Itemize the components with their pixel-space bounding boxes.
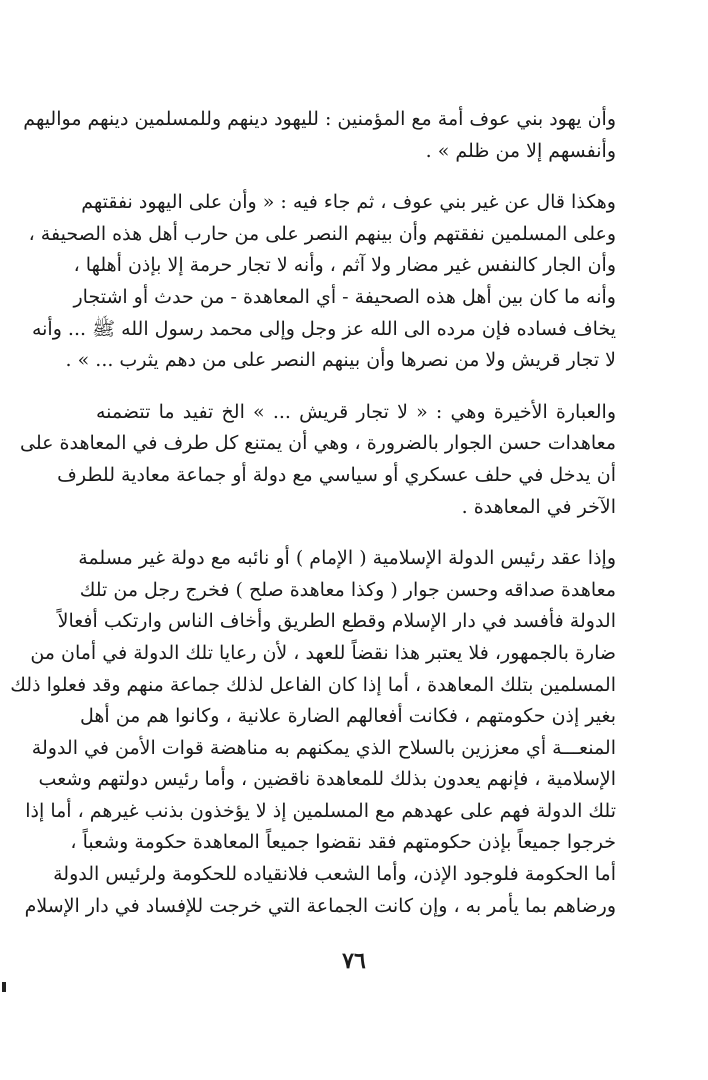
paragraph-4 xyxy=(10,543,616,922)
text-line: تلك الدولة فهم على عهدهم مع المسلمين إذ لا يؤخذون بذنب غيرهم ، أما إذا xyxy=(25,799,616,822)
paragraph-1 xyxy=(23,104,616,167)
text-line: وأن يهود بني عوف أمة مع المؤمنين : لليهود دينهم وللمسلمين دينهم مواليهم xyxy=(23,108,616,130)
paragraph-3 xyxy=(20,397,616,523)
text-line: معاهدة صداقه وحسن جوار ( وكذا معاهدة صلح ) فخرج رجل من تلك xyxy=(79,578,616,601)
page-body xyxy=(10,104,616,942)
text-line: وأنفسهم إلا من ظلم » . xyxy=(425,139,616,162)
text-line: معاهدات حسن الجوار بالضرورة ، وهي أن يمتنع كل طرف في المعاهدة على xyxy=(20,432,616,455)
paragraph-2 xyxy=(28,187,616,377)
text-line: الدولة فأفسد في دار الإسلام وقطع الطريق وأخاف الناس وارتكب أفعالاً xyxy=(57,610,616,633)
text-line: وأن الجار كالنفس غير مضار ولا آثم ، وأنه لا تجار حرمة إلا بإذن أهلها ، xyxy=(73,254,616,277)
text-line: أما الحكومة فلوجود الإذن، وأما الشعب فلانقياده للحكومة ولرئيس الدولة xyxy=(53,863,616,886)
text-line: أن يدخل في حلف عسكري أو سياسي مع دولة أو جماعة معادية للطرف xyxy=(57,463,616,486)
text-line: وعلى المسلمين نفقتهم وأن بينهم النصر على من حارب أهل هذه الصحيفة ، xyxy=(28,222,616,245)
text-line: الآخر في المعاهدة . xyxy=(461,495,616,518)
text-line: الإسلامية ، فإنهم يعدون بذلك للمعاهدة ناقضين ، وأما رئيس دولتهم وشعب xyxy=(38,768,616,791)
text-line: ورضاهم بما يأمر به ، وإن كانت الجماعة التي خرجت للإفساد في دار الإسلام xyxy=(24,894,616,917)
text-line: وإذا عقد رئيس الدولة الإسلامية ( الإمام ) أو نائبه مع دولة غير مسلمة xyxy=(78,547,616,570)
text-line: المسلمين بتلك المعاهدة ، أما إذا كان الفاعل لذلك جماعة منهم وقد فعلوا ذلك xyxy=(10,673,616,696)
text-line: وأنه ما كان بين أهل هذه الصحيفة - أي المعاهدة - من حدث أو اشتجار xyxy=(73,285,616,308)
text-line: المنعـــة أي معززين بالسلاح الذي يمكنهم به مناهضة قوات الأمن في الدولة xyxy=(31,736,616,759)
text-line: خرجوا جميعاً بإذن حكومتهم فقد نقضوا جميعاً المعاهدة حكومة وشعباً ، xyxy=(70,831,616,854)
text-line: ضارة بالجمهور، فلا يعتبر هذا نقضاً للعهد ، لأن رعايا تلك الدولة في أمان من xyxy=(30,641,616,664)
text-line: لا تجار قريش ولا من نصرها وأن بينهم النصر على من دهم يثرب ... » . xyxy=(65,349,616,372)
text-line: يخاف فساده فإن مرده الى الله عز وجل وإلى محمد رسول الله ﷺ ... وأنه xyxy=(31,317,616,340)
text-line: والعبارة الأخيرة وهي : « لا تجار قريش ... » الخ تفيد ما تتضمنه xyxy=(96,400,616,423)
text-line: وهكذا قال عن غير بني عوف ، ثم جاء فيه : « وأن على اليهود نفقتهم xyxy=(81,191,616,214)
text-line: بغير إذن حكومتهم ، فكانت أفعالهم الضارة علانية ، وكانوا هم من أهل xyxy=(79,705,616,728)
scan-edge-mark xyxy=(2,982,6,992)
page-number: ٧٦ xyxy=(342,948,366,974)
